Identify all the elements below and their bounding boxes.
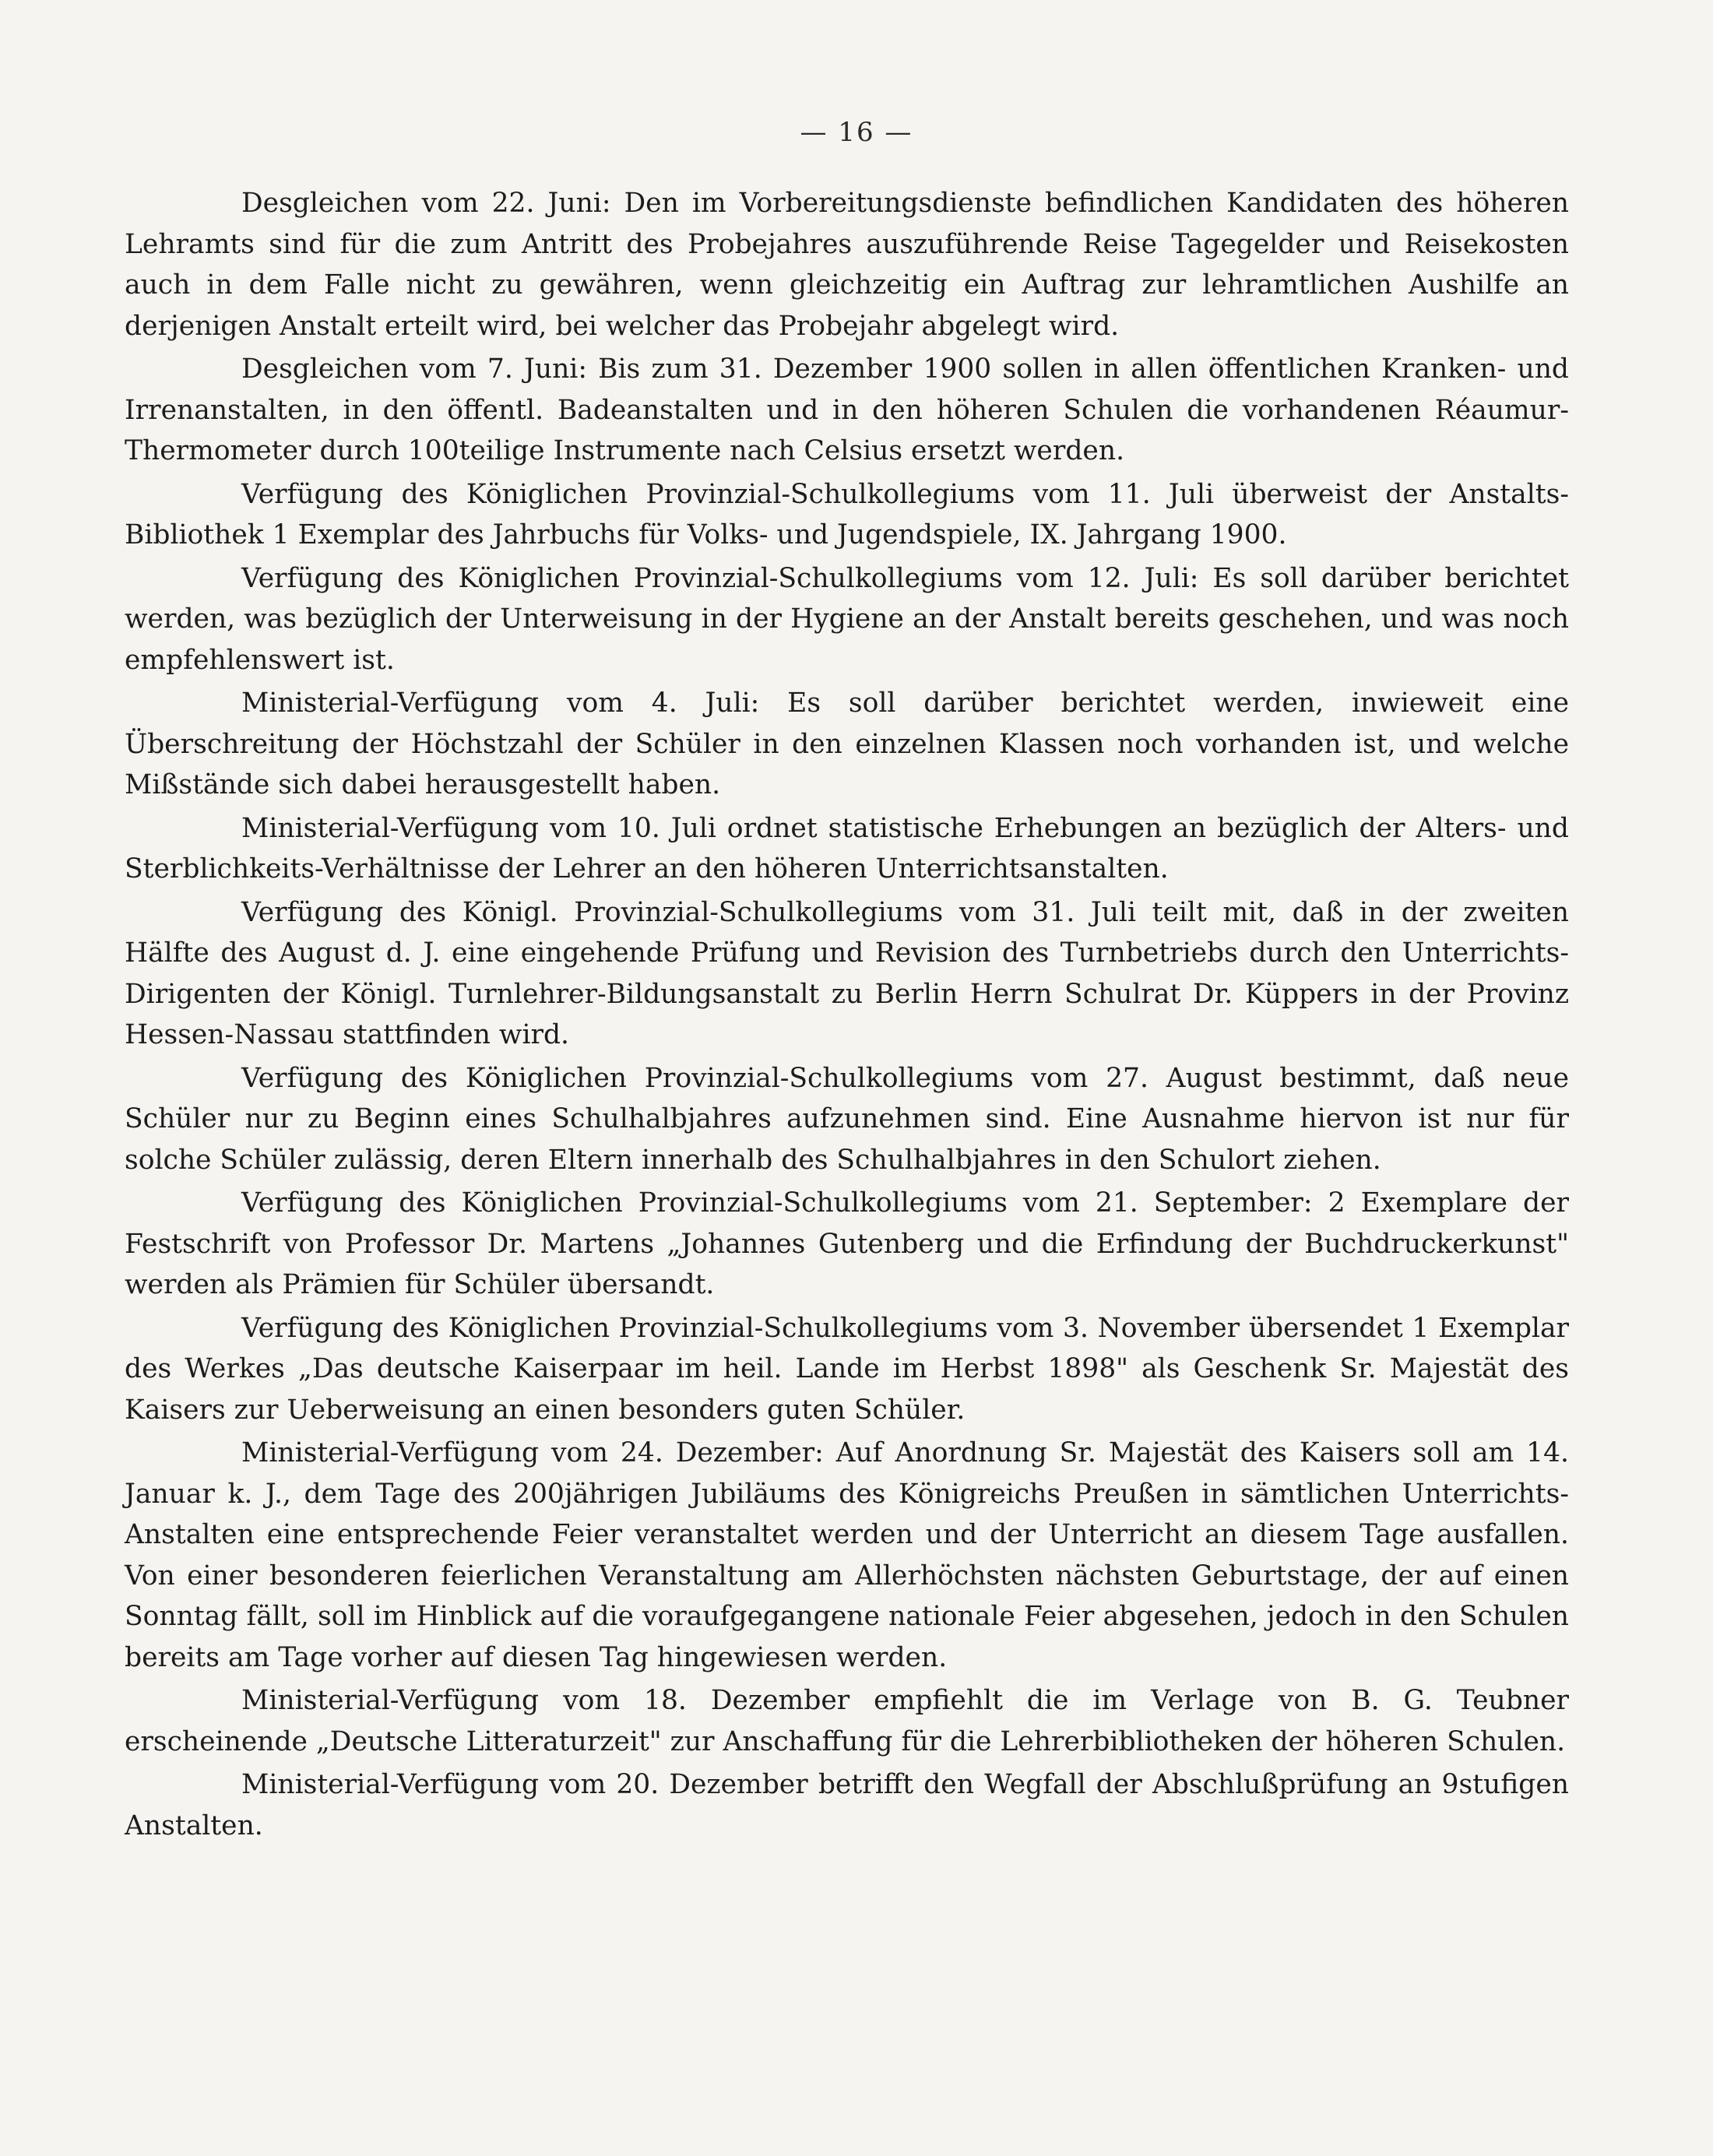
document-body — [125, 183, 1569, 1848]
paragraph: Verfügung des Königlichen Provinzial-Schulkollegiums vom 12. Juli: Es soll darüber berichtet werden, was bezüglich der Unterweisung in der Hygiene an der Anstalt bereits geschehen, und was noch empfehlenswert ist. — [125, 562, 1569, 676]
paragraph: Ministerial-Verfügung vom 10. Juli ordnet statistische Erhebungen an bezüglich der Alters- und Sterblichkeits-Verhältnisse der Lehrer an den höheren Unterrichtsanstalten. — [125, 812, 1569, 885]
paragraph: Desgleichen vom 22. Juni: Den im Vorbereitungsdienste befindlichen Kandidaten des höheren Lehramts sind für die zum Antritt des Probejahres auszuführende Reise Tagegelder und Reisekosten auch in dem Falle nicht zu gewähren, wenn gleichzeitig ein Auftrag zur lehramtlichen Aushilfe an derjenigen Anstalt erteilt wird, bei welcher das Probejahr abgelegt wird. — [125, 188, 1569, 342]
paragraph: Verfügung des Königlichen Provinzial-Schulkollegiums vom 27. August bestimmt, daß neue Schüler nur zu Beginn eines Schulhalbjahres aufzunehmen sind. Eine Ausnahme hiervon ist nur für solche Schüler zulässig, deren Eltern innerhalb des Schulhalbjahres in den Schulort ziehen. — [125, 1062, 1569, 1176]
paragraph: Ministerial-Verfügung vom 20. Dezember betrifft den Wegfall der Abschlußprüfung an 9stufigen Anstalten. — [125, 1769, 1569, 1841]
paragraph: Verfügung des Königl. Provinzial-Schulkollegiums vom 31. Juli teilt mit, daß in der zweiten Hälfte des August d. J. eine eingehende Prüfung und Revision des Turnbetriebs durch den Unterrichts-Dirigenten der Königl. Turnlehrer-Bildungsanstalt zu Berlin Herrn Schulrat Dr. Küppers in der Provinz Hessen-Nassau stattfinden wird. — [125, 896, 1569, 1050]
page-number: — 16 — — [800, 117, 913, 148]
paragraph: Ministerial-Verfügung vom 4. Juli: Es soll darüber berichtet werden, inwieweit eine Überschreitung der Höchstzahl der Schüler in den einzelnen Klassen noch vorhanden ist, und welche Mißstände sich dabei herausgestellt haben. — [125, 688, 1569, 800]
paragraph: Verfügung des Königlichen Provinzial-Schulkollegiums vom 11. Juli überweist der Anstalts-Bibliothek 1 Exemplar des Jahrbuchs für Volks- und Jugendspiele, IX. Jahrgang 1900. — [125, 478, 1569, 550]
paragraph: Verfügung des Königlichen Provinzial-Schulkollegiums vom 21. September: 2 Exemplare der Festschrift von Professor Dr. Martens „Johannes Gutenberg und die Erfindung der Buchdruckerkunst" werden als Prämien für Schüler übersandt. — [125, 1187, 1569, 1300]
paragraph: Desgleichen vom 7. Juni: Bis zum 31. Dezember 1900 sollen in allen öffentlichen Kranken- und Irrenanstalten, in den öffentl. Badeanstalten und in den höheren Schulen die vorhandenen Réaumur-Thermometer durch 100teilige Instrumente nach Celsius ersetzt werden. — [125, 353, 1569, 466]
paragraph: Ministerial-Verfügung vom 18. Dezember empfiehlt die im Verlage von B. G. Teubner erscheinende „Deutsche Litteraturzeit" zur Anschaffung für die Lehrerbibliotheken der höheren Schulen. — [125, 1685, 1569, 1757]
paragraph: Ministerial-Verfügung vom 24. Dezember: Auf Anordnung Sr. Majestät des Kaisers soll am 14. Januar k. J., dem Tage des 200jährigen Jubiläums des Königreichs Preußen in sämtlichen Unterrichts-Anstalten eine entsprechende Feier veranstaltet werden und der Unterricht an diesem Tage ausfallen. Von einer besonderen feierlichen Veranstaltung am Allerhöchsten nächsten Geburtstage, der auf einen Sonntag fällt, soll im Hinblick auf die voraufgegangene nationale Feier abgesehen, jedoch in den Schulen bereits am Tage vorher auf diesen Tag hingewiesen werden. — [125, 1437, 1569, 1673]
paragraph: Verfügung des Königlichen Provinzial-Schulkollegiums vom 3. November übersendet 1 Exemplar des Werkes „Das deutsche Kaiserpaar im heil. Lande im Herbst 1898" als Geschenk Sr. Majestät des Kaisers zur Ueberweisung an einen besonders guten Schüler. — [125, 1312, 1569, 1426]
